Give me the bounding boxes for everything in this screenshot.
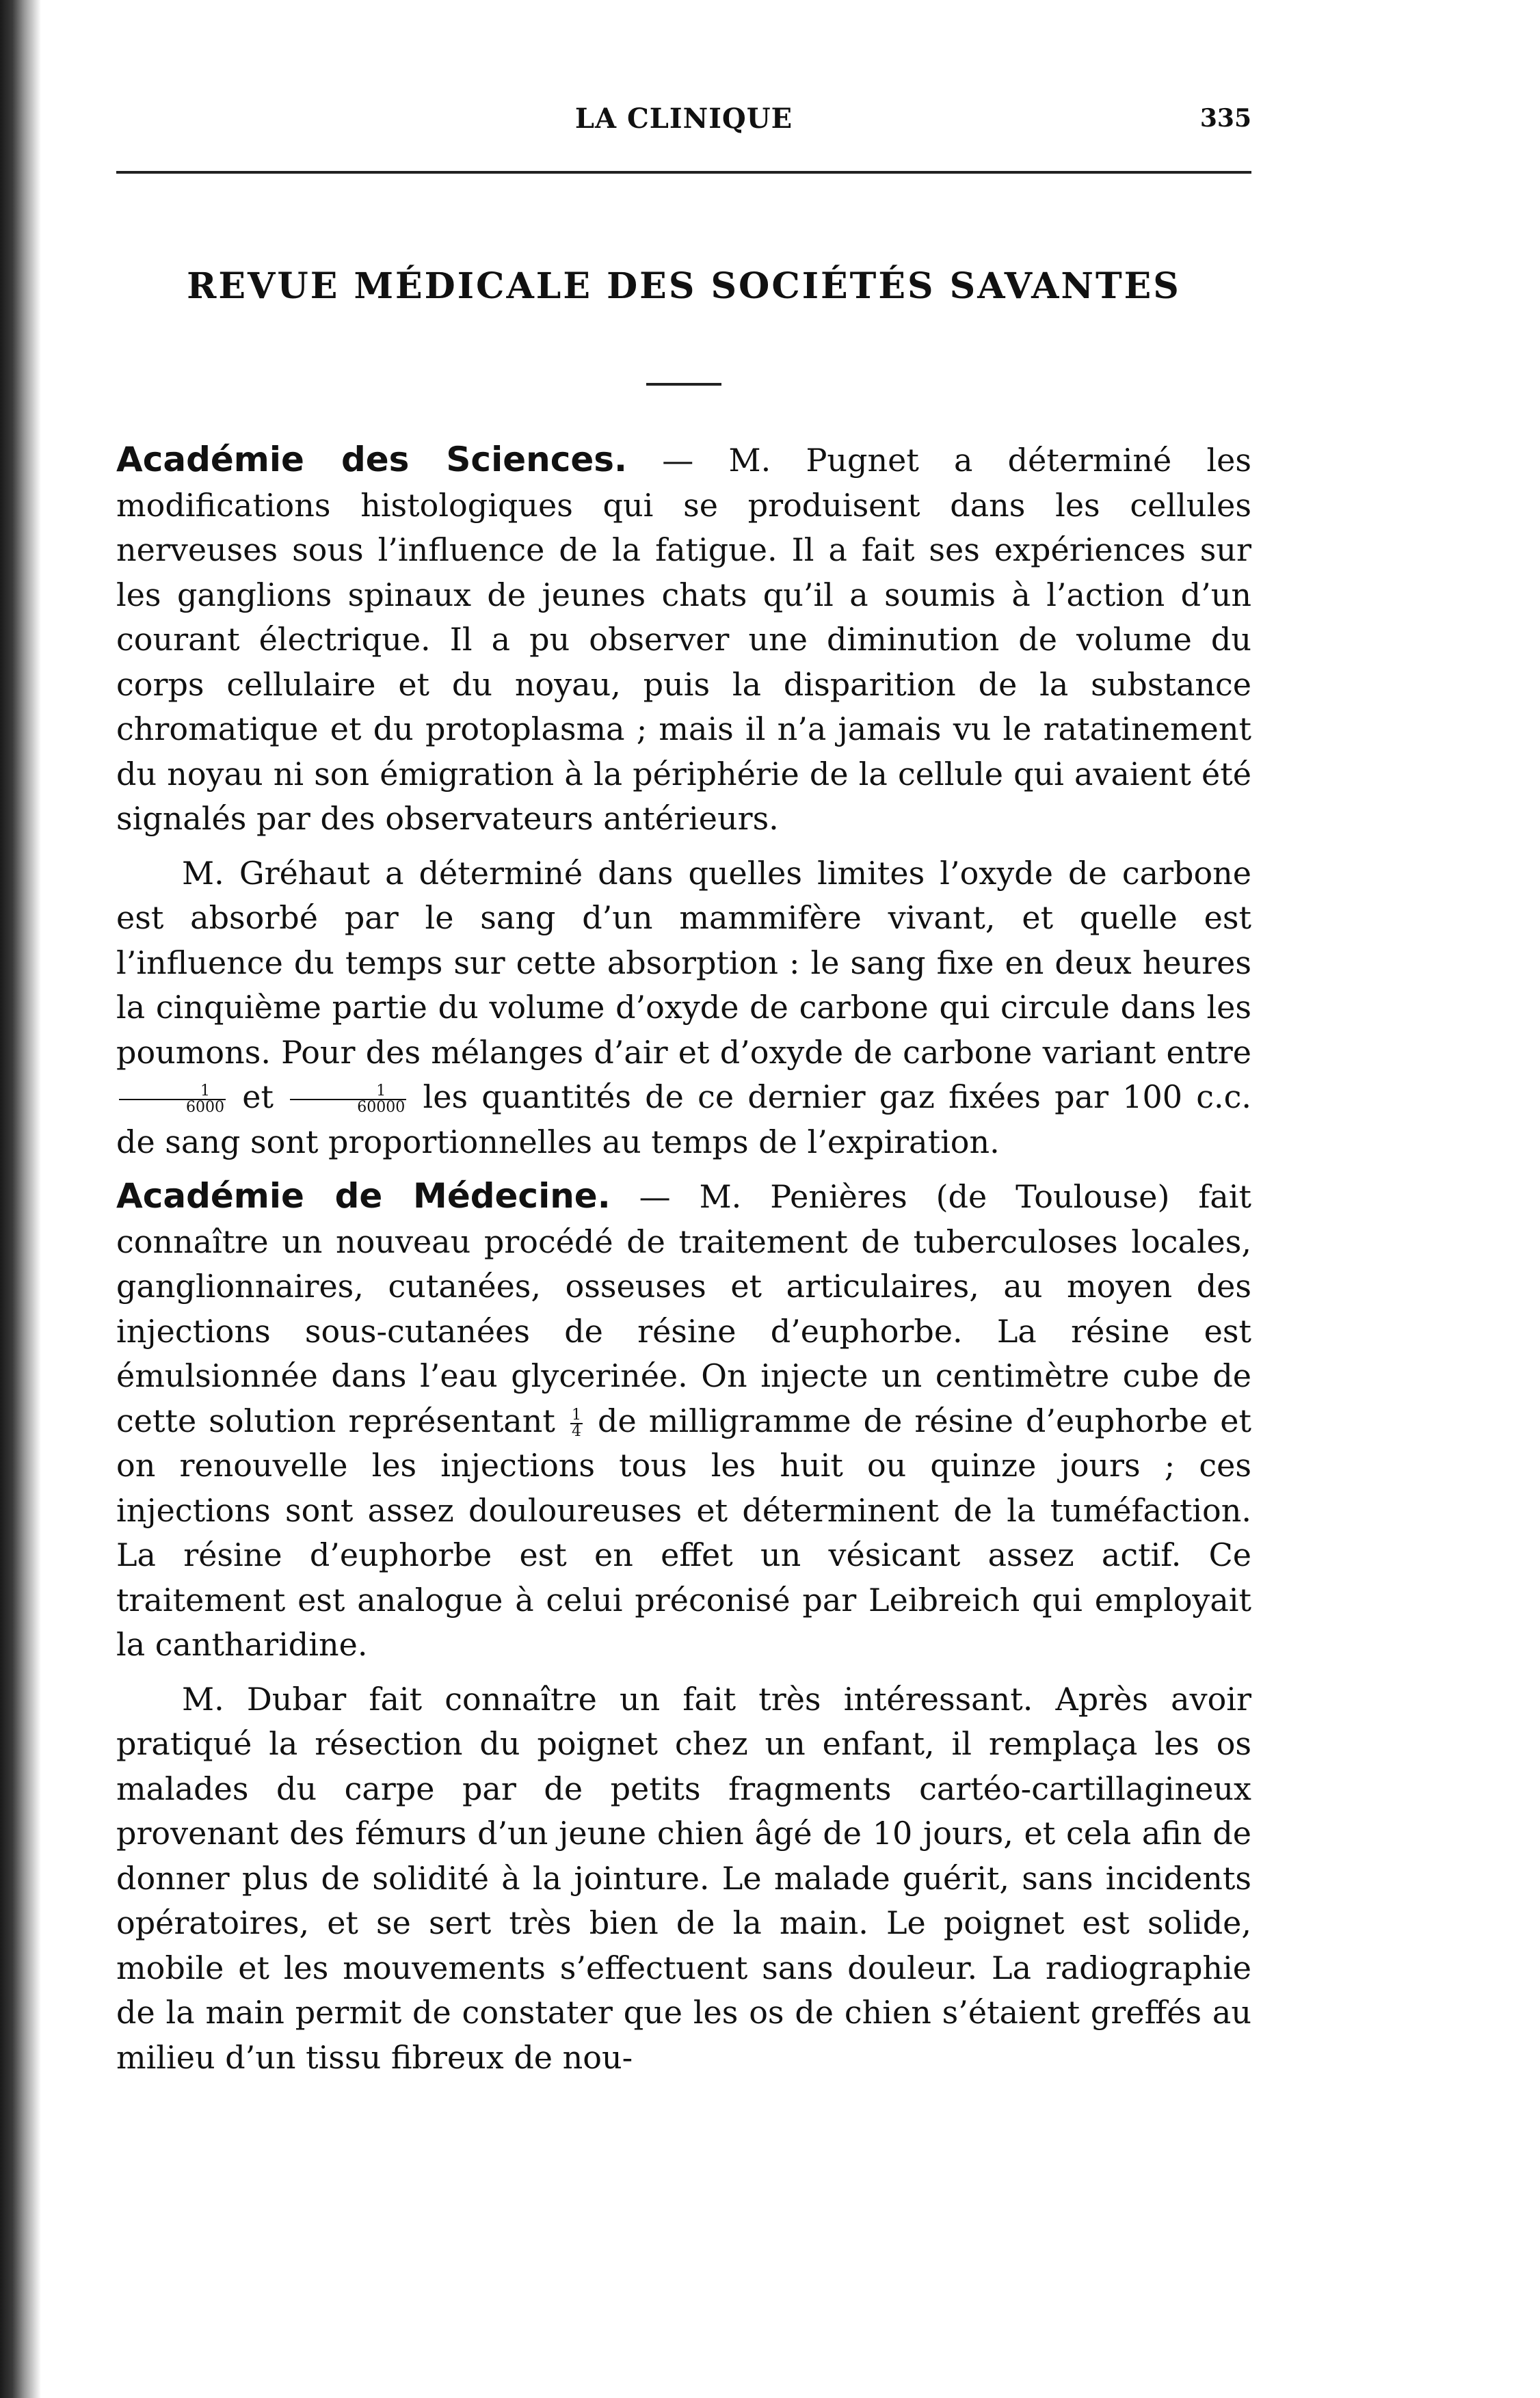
fraction-numerator: 1 (290, 1084, 406, 1100)
paragraph-text: M. Gréhaut a déterminé dans quelles limites l’oxyde de carbone est absorbé par le sang d’un mammifère vivant, et quelle est l’influence du temps sur cette absorption : le sang fixe en deux heures la cinquième partie du volume d’oxyde de carbone qui circule dans les poumons. Pour des mélanges d’air et d’oxyde de carbone variant entre (116, 854, 1251, 1071)
paragraph-grehaut (116, 851, 1251, 1165)
fraction (119, 1084, 226, 1115)
fraction (290, 1084, 406, 1115)
paragraph-academie-sciences (116, 438, 1251, 842)
paragraph-text: et (242, 1078, 274, 1115)
paragraph-text: les quantités de ce dernier gaz fixées par 100 c.c. de sang sont proportionnelles au temps de l’expiration. (116, 1078, 1252, 1160)
fraction-numerator: 1 (571, 1406, 581, 1424)
journal-title: LA CLINIQUE (574, 103, 793, 135)
fraction (570, 1408, 583, 1439)
header-rule (116, 171, 1251, 174)
article-body (116, 438, 1251, 2090)
running-header (116, 96, 1251, 144)
paragraph-academie-medecine (116, 1174, 1251, 1668)
fraction-numerator: 1 (119, 1084, 226, 1100)
society-heading: Académie de Médecine. (116, 1176, 611, 1216)
paragraph-text: — M. Pugnet a déterminé les modifications histologiques qui se produisent dans les cellules nerveuses sous l’influence de la fatigue. Il a fait ses expériences sur les ganglions spinaux de jeunes chats qu’il a soumis à l’action d’un courant électrique. Il a pu observer une diminution de volume du corps cellulaire et du noyau, puis la disparition de la substance chromatique et du protoplasma ; mais il n’a jamais vu le ratatinement du noyau ni son émigration à la périphérie de la cellule qui avaient été signalés par des observateurs antérieurs. (116, 442, 1251, 837)
section-title: REVUE MÉDICALE DES SOCIÉTÉS SAVANTES (187, 265, 1181, 307)
fraction-denominator: 4 (571, 1422, 581, 1440)
paragraph-text: de milligramme de résine d’euphorbe et on renouvelle les injections tous les huit ou quinze jours ; ces injections sont assez douloureuses et déterminent de la tuméfaction. La résine d’euphorbe est en effet un vésicant assez actif. Ce traitement est analogue à celui préconisé par Leibreich qui employait la cantharidine. (116, 1402, 1252, 1663)
paragraph-text: — M. Penières (de Toulouse) fait connaître un nouveau procédé de traitement de tuberculoses locales, ganglionnaires, cutanées, osseuses et articulaires, au moyen des injections sous-cutanées de résine d’euphorbe. La résine est émulsionnée dans l’eau glycerinée. On injecte un centimètre cube de cette solution représentant (116, 1178, 1252, 1439)
fraction-denominator: 6000 (186, 1099, 224, 1116)
paragraph-text: M. Dubar fait connaître un fait très intéressant. Après avoir pratiqué la résection du poignet chez un enfant, il remplaça les os malades du carpe par de petits fragments cartéo-cartillagineux provenant des fémurs d’un jeune chien âgé de 10 jours, et cela afin de donner plus de solidité à la jointure. Le malade guérit, sans incidents opératoires, et se sert très bien de la main. Le poignet est solide, mobile et les mouvements s’effectuent sans douleur. La radiographie de la main permit de constater que les os de chien s’étaient greffés au milieu d’un tissu fibreux de nou- (116, 1680, 1251, 2076)
society-heading: Académie des Sciences. (116, 440, 628, 479)
title-separator (646, 383, 721, 386)
page-number: 335 (1199, 104, 1251, 133)
paragraph-dubar (116, 1677, 1251, 2081)
page-binding-shadow (0, 0, 41, 2398)
fraction-denominator: 60000 (357, 1099, 406, 1116)
